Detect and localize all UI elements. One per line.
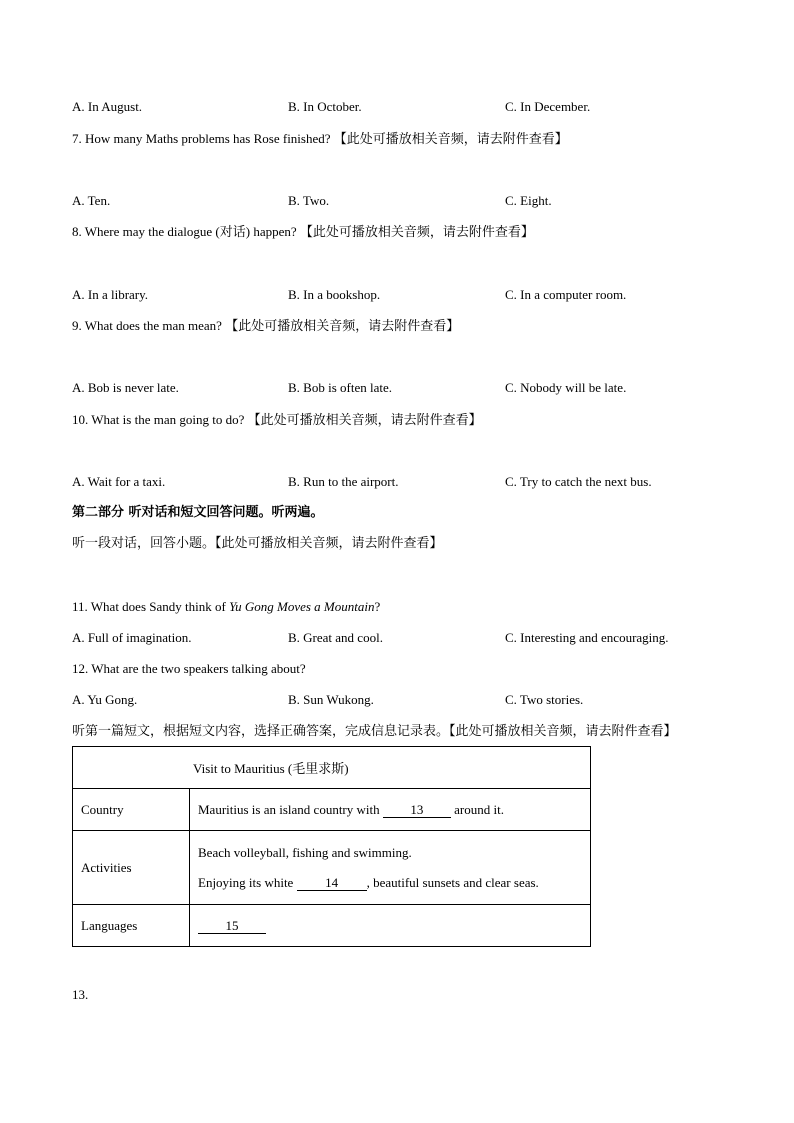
table-title-cn: 毛里求斯 xyxy=(292,762,345,777)
q12-option-c[interactable]: C. Two stories. xyxy=(505,692,584,707)
row-value-languages xyxy=(190,905,591,947)
q7-option-c[interactable]: C. Eight. xyxy=(505,193,552,208)
q11-option-a[interactable]: A. Full of imagination. xyxy=(72,630,192,645)
q6-option-a[interactable]: A. In August. xyxy=(72,99,143,114)
q10-audio-link[interactable]: 【此处可播放相关音频，请去附件查看】 xyxy=(247,413,482,428)
q6-option-c[interactable]: C. In December. xyxy=(505,99,591,114)
q8-option-b[interactable]: B. In a bookshop. xyxy=(288,287,381,302)
info-record-table xyxy=(72,746,591,947)
q8-text-before: 8. Where may the dialogue ( xyxy=(72,224,220,239)
blank-14[interactable]: 14 xyxy=(297,876,367,891)
blank-13[interactable]: 13 xyxy=(383,803,451,818)
q10-option-c[interactable]: C. Try to catch the next bus. xyxy=(505,474,652,489)
answer-13-label: 13. xyxy=(72,987,89,1002)
q8-audio-link[interactable]: 【此处可播放相关音频，请去附件查看】 xyxy=(299,225,534,240)
passage-instruction: 听第一篇短文，根据短文内容，选择正确答案，完成信息记录表。【此处可播放相关音频，请去附件查看】 xyxy=(72,724,677,739)
q7-options xyxy=(72,193,732,209)
q12-question: 12. What are the two speakers talking about? xyxy=(72,661,306,676)
q9-question xyxy=(72,318,459,335)
row-value-country xyxy=(190,789,591,831)
q9-audio-link[interactable]: 【此处可播放相关音频，请去附件查看】 xyxy=(225,319,460,334)
q8-option-c[interactable]: C. In a computer room. xyxy=(505,287,627,302)
activities-text-before: Enjoying its white xyxy=(198,874,297,890)
q12-options xyxy=(72,692,732,708)
table-title xyxy=(73,747,591,789)
q12-option-a[interactable]: A. Yu Gong. xyxy=(72,692,138,707)
q11-option-c[interactable]: C. Interesting and encouraging. xyxy=(505,630,669,645)
activities-text-after: , beautiful sunsets and clear seas. xyxy=(366,874,539,890)
q9-options xyxy=(72,380,732,396)
country-text-before: Mauritius is an island country with xyxy=(198,801,383,817)
q9-option-c[interactable]: C. Nobody will be late. xyxy=(505,380,627,395)
row-label-country: Country xyxy=(73,789,190,831)
q10-option-b[interactable]: B. Run to the airport. xyxy=(288,474,399,489)
table-title-row xyxy=(73,747,591,789)
q12-option-b[interactable]: B. Sun Wukong. xyxy=(288,692,374,707)
q8-options xyxy=(72,287,732,303)
table-row xyxy=(73,789,591,831)
q10-text: 10. What is the man going to do? xyxy=(72,412,245,427)
q7-question xyxy=(72,131,568,148)
q11-option-b[interactable]: B. Great and cool. xyxy=(288,630,383,645)
activities-line-2 xyxy=(198,875,582,891)
q11-question xyxy=(72,599,380,615)
q9-option-b[interactable]: B. Bob is often late. xyxy=(288,380,392,395)
q8-text-cn: 对话 xyxy=(219,225,246,240)
q11-text-after: ? xyxy=(374,599,381,614)
table-row xyxy=(73,905,591,947)
table-title-end: ) xyxy=(344,761,349,776)
table-title-en: Visit to Mauritius ( xyxy=(193,761,293,776)
q10-question xyxy=(72,412,482,429)
q8-option-a[interactable]: A. In a library. xyxy=(72,287,149,302)
q7-option-a[interactable]: A. Ten. xyxy=(72,193,111,208)
q8-question xyxy=(72,224,534,241)
q11-text-before: 11. What does Sandy think of xyxy=(72,599,230,614)
q7-audio-link[interactable]: 【此处可播放相关音频，请去附件查看】 xyxy=(333,132,568,147)
q6-option-b[interactable]: B. In October. xyxy=(288,99,362,114)
row-label-activities: Activities xyxy=(73,831,190,905)
blank-15[interactable]: 15 xyxy=(198,919,266,934)
part2-heading: 第二部分 听对话和短文回答问题。听两遍。 xyxy=(72,505,324,520)
row-label-languages: Languages xyxy=(73,905,190,947)
q11-options xyxy=(72,630,732,646)
table-row xyxy=(73,831,591,905)
q8-text-after: ) happen? xyxy=(245,224,297,239)
part2-dialogue-instruction: 听一段对话，回答小题。【此处可播放相关音频，请去附件查看】 xyxy=(72,536,443,551)
q7-option-b[interactable]: B. Two. xyxy=(288,193,330,208)
q6-options xyxy=(72,99,732,115)
q10-options xyxy=(72,474,732,490)
q11-title: Yu Gong Moves a Mountain xyxy=(229,599,375,614)
country-text-after: around it. xyxy=(450,801,504,817)
q9-text: 9. What does the man mean? xyxy=(72,318,222,333)
q10-option-a[interactable]: A. Wait for a taxi. xyxy=(72,474,166,489)
q7-text: 7. How many Maths problems has Rose finished? xyxy=(72,131,331,146)
q9-option-a[interactable]: A. Bob is never late. xyxy=(72,380,179,395)
row-value-activities xyxy=(190,831,591,905)
activities-line-1: Beach volleyball, fishing and swimming. xyxy=(198,844,412,860)
